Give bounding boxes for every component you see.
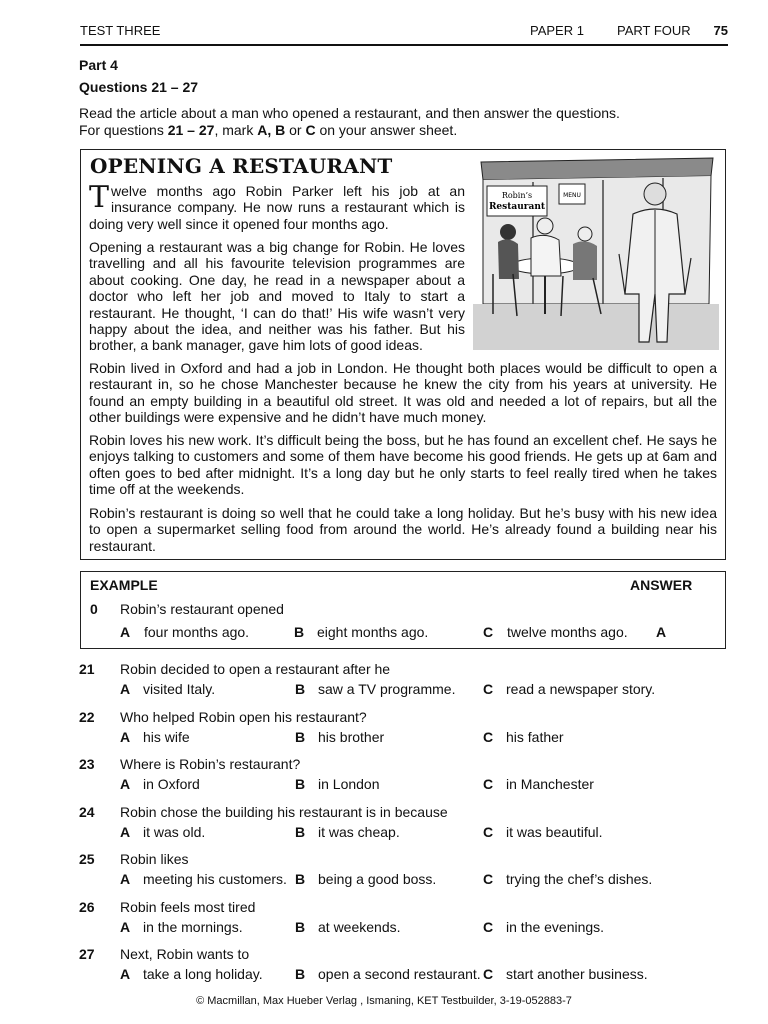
option-b-letter: B <box>295 776 306 792</box>
option-b-text: being a good boss. <box>318 871 437 887</box>
option-c-text: his father <box>506 729 564 745</box>
option-b-letter: B <box>295 824 306 840</box>
question-25 <box>79 851 739 891</box>
option-a-text: in Oxford <box>143 776 200 792</box>
option-a-text: take a long holiday. <box>143 966 263 982</box>
instruction-line-2: For questions 21 – 27, mark A, B or C on your answer sheet. <box>79 122 458 138</box>
option-a-text: meeting his customers. <box>143 871 287 887</box>
example-stem: Robin’s restaurant opened <box>120 601 284 617</box>
option-letter: A <box>120 624 131 640</box>
article-paragraph-5: Robin’s restaurant is doing so well that he could take a long holiday. But he’s busy with his new idea to open a supermarket selling food from around the world. He’s already found a building near his restaurant. <box>89 505 717 554</box>
option-a-text: it was old. <box>143 824 206 840</box>
question-22 <box>79 709 739 749</box>
article-paragraph-1: Twelve months ago Robin Parker left his job at an insurance company. He now runs a restaurant which is doing very well since it opened four months ago. <box>89 180 465 232</box>
option-c-text: start another business. <box>506 966 648 982</box>
option-c-text: it was beautiful. <box>506 824 603 840</box>
article-box <box>80 149 726 560</box>
question-24 <box>79 804 739 844</box>
option-c-text: in the evenings. <box>506 919 605 935</box>
question-stem: Next, Robin wants to <box>120 946 250 962</box>
example-number: 0 <box>90 601 98 617</box>
option-c-text: trying the chef’s dishes. <box>506 871 653 887</box>
sign-line-1: Robin’s <box>501 191 533 200</box>
option-text: twelve months ago. <box>507 624 628 640</box>
sign-line-2: Restaurant <box>488 202 546 212</box>
option-c-letter: C <box>483 681 494 697</box>
copyright-footer: © Macmillan, Max Hueber Verlag , Ismaning, KET Testbuilder, 3-19-052883-7 <box>196 995 572 1007</box>
article-paragraph-2: Opening a restaurant was a big change for Robin. He loves travelling and all his favourite television programmes are about cooking. One day, he read in a newspaper about a doctor who left her job and moved to Italy to start a restaurant. He thought, ‘I can do that!’ His wife wasn’t very happy about the idea, and neither was his father. But his brother, a bank manager, gave him lots of good ideas. <box>89 239 465 354</box>
question-options <box>79 824 739 842</box>
article-paragraph-4: Robin loves his new work. It’s difficult being the boss, but he has found an excellent chef. He says he enjoys talking to customers and some of them have become his good friends. He gets up at 6am and often goes to bed after midnight. It’s a long day but he only starts to feel really tired when he takes time off at the weekends. <box>89 432 717 498</box>
answer-label: ANSWER <box>630 577 693 593</box>
menu-sign: MENU <box>563 192 581 199</box>
option-b-text: it was cheap. <box>318 824 400 840</box>
option-a-letter: A <box>120 681 131 697</box>
question-stem: Robin chose the building his restaurant is in because <box>120 804 448 820</box>
option-a-text: in the mornings. <box>143 919 243 935</box>
question-options <box>79 966 739 984</box>
question-26 <box>79 899 739 939</box>
example-box <box>80 571 726 649</box>
question-number: 23 <box>79 756 95 772</box>
question-stem: Who helped Robin open his restaurant? <box>120 709 367 725</box>
option-c-letter: C <box>483 871 494 887</box>
option-a-text: his wife <box>143 729 190 745</box>
question-stem: Robin feels most tired <box>120 899 256 915</box>
option-c-letter: C <box>483 966 494 982</box>
paper-label: PAPER 1 <box>530 23 584 38</box>
question-number: 21 <box>79 661 95 677</box>
question-number: 22 <box>79 709 95 725</box>
question-options <box>79 681 739 699</box>
option-b-letter: B <box>295 871 306 887</box>
option-text: eight months ago. <box>317 624 429 640</box>
option-text: four months ago. <box>144 624 250 640</box>
option-a-letter: A <box>120 776 131 792</box>
option-b-letter: B <box>295 919 306 935</box>
option-c-text: in Manchester <box>506 776 594 792</box>
question-27 <box>79 946 739 986</box>
option-b-text: at weekends. <box>318 919 401 935</box>
option-c-letter: C <box>483 824 494 840</box>
questions-range: Questions 21 – 27 <box>79 79 199 95</box>
option-b-text: his brother <box>318 729 385 745</box>
part-title: Part 4 <box>79 57 118 73</box>
question-23 <box>79 756 739 796</box>
option-c-letter: C <box>483 919 494 935</box>
option-b-letter: B <box>295 681 306 697</box>
page-header <box>80 20 728 46</box>
option-c-letter: C <box>483 729 494 745</box>
question-options <box>79 871 739 889</box>
example-label: EXAMPLE <box>90 577 158 593</box>
option-letter: B <box>294 624 305 640</box>
question-options <box>79 919 739 937</box>
option-b-text: saw a TV programme. <box>318 681 456 697</box>
question-stem: Where is Robin’s restaurant? <box>120 756 301 772</box>
instruction-line-1: Read the article about a man who opened a restaurant, and then answer the questions. <box>79 105 620 121</box>
option-b-text: open a second restaurant. <box>318 966 481 982</box>
page-number: 75 <box>713 23 728 38</box>
option-a-letter: A <box>120 871 131 887</box>
option-b-text: in London <box>318 776 380 792</box>
option-a-letter: A <box>120 729 131 745</box>
restaurant-illustration <box>473 154 719 350</box>
example-options <box>81 624 725 642</box>
example-answer: A <box>656 624 667 640</box>
article-title: OPENING A RESTAURANT <box>90 154 393 178</box>
option-c-letter: C <box>483 776 494 792</box>
part-label: PART FOUR <box>617 23 691 38</box>
question-21 <box>79 661 739 701</box>
option-a-letter: A <box>120 824 131 840</box>
question-number: 24 <box>79 804 95 820</box>
question-number: 25 <box>79 851 95 867</box>
drop-cap: T <box>89 180 110 215</box>
option-b-letter: B <box>295 729 306 745</box>
option-c-text: read a newspaper story. <box>506 681 656 697</box>
question-options <box>79 729 739 747</box>
option-a-letter: A <box>120 966 131 982</box>
option-letter: C <box>483 624 494 640</box>
option-a-letter: A <box>120 919 131 935</box>
article-paragraph-3: Robin lived in Oxford and had a job in London. He thought both places would be difficult to open a restaurant in, so he chose Manchester because he knew the city from his years at university. He found an empty building in a beautiful old street. It was old and needed a lot of repairs, but all the other buildings were expensive and he didn’t have much money. <box>89 360 717 426</box>
test-title: TEST THREE <box>80 23 161 38</box>
instructions <box>79 105 739 139</box>
question-options <box>79 776 739 794</box>
question-stem: Robin decided to open a restaurant after he <box>120 661 391 677</box>
option-a-text: visited Italy. <box>143 681 216 697</box>
question-stem: Robin likes <box>120 851 189 867</box>
question-number: 27 <box>79 946 95 962</box>
option-b-letter: B <box>295 966 306 982</box>
question-number: 26 <box>79 899 95 915</box>
